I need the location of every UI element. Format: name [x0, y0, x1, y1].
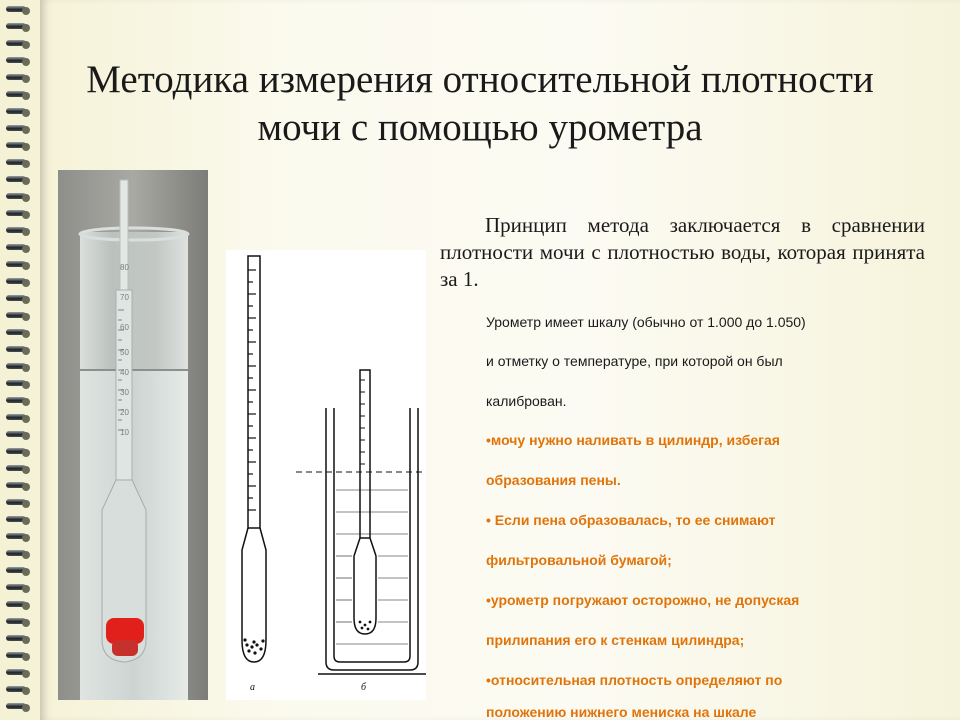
photo-scale-label: 10	[120, 428, 129, 437]
binding-ring	[6, 312, 30, 320]
bullet-marker: •	[486, 512, 491, 528]
photo-scale-label: 80	[120, 263, 129, 272]
bullet-text: Если пена образовалась, то ее снимают	[490, 512, 776, 528]
binding-ring	[6, 635, 30, 643]
binding-ring	[6, 329, 30, 337]
photo-scale-label: 50	[120, 348, 129, 357]
scale-text-line-1: Урометр имеет шкалу (обычно от 1.000 до 1.050)	[486, 314, 806, 330]
binding-ring	[6, 23, 30, 31]
bullet-item-3-cont: прилипания его к стенкам цилиндра;	[486, 632, 745, 648]
binding-ring	[6, 703, 30, 711]
urometer-photo-drawing	[58, 170, 208, 700]
binding-ring	[6, 176, 30, 184]
title-line-1: Методика измерения относительной плотности	[86, 58, 874, 101]
title-line-2: мочи с помощью урометра	[257, 106, 703, 149]
photo-scale-label: 20	[120, 408, 129, 417]
urometer-photo	[58, 170, 208, 700]
binding-ring	[6, 431, 30, 439]
binding-ring	[6, 584, 30, 592]
scale-text-line-2: и отметку о температуре, при которой он был	[486, 353, 783, 369]
binding-ring	[6, 108, 30, 116]
binding-ring	[6, 499, 30, 507]
binding-ring	[6, 550, 30, 558]
binding-ring	[6, 261, 30, 269]
binding-ring	[6, 91, 30, 99]
binding-ring	[6, 363, 30, 371]
binding-ring	[6, 533, 30, 541]
binding-ring	[6, 686, 30, 694]
scale-text-line-3: калиброван.	[486, 393, 567, 409]
binding-ring	[6, 414, 30, 422]
photo-scale-label: 60	[120, 323, 129, 332]
bullet-item-3	[486, 592, 799, 608]
urometer-diagram	[226, 250, 426, 700]
binding-ring	[6, 159, 30, 167]
photo-scale-label: 70	[120, 293, 129, 302]
binding-ring	[6, 567, 30, 575]
binding-ring	[6, 380, 30, 388]
binding-ring	[6, 465, 30, 473]
bullet-item-1	[486, 432, 780, 448]
bullet-item-2	[486, 512, 775, 528]
bullet-text: мочу нужно наливать в цилиндр, избегая	[490, 432, 780, 448]
bullet-text: относительная плотность определяют по	[490, 672, 783, 688]
urometer-diagram-drawing	[226, 250, 426, 700]
binding-ring	[6, 40, 30, 48]
bullet-marker: •	[486, 672, 491, 688]
binding-ring	[6, 57, 30, 65]
binding-ring	[6, 227, 30, 235]
binding-ring	[6, 6, 30, 14]
binding-ring	[6, 397, 30, 405]
binding-ring	[6, 652, 30, 660]
binding-ring	[6, 346, 30, 354]
binding-ring	[6, 295, 30, 303]
bullet-marker: •	[486, 592, 491, 608]
diagram-label-b: б	[361, 682, 367, 693]
bullet-marker: •	[486, 432, 491, 448]
bullet-text: урометр погружают осторожно, не допуская	[490, 592, 800, 608]
bullet-item-4-cont: положению нижнего мениска на шкале	[486, 704, 757, 720]
binding-ring	[6, 601, 30, 609]
binding-ring	[6, 618, 30, 626]
binding-ring	[6, 244, 30, 252]
binding-ring	[6, 516, 30, 524]
binding-ring	[6, 278, 30, 286]
diagram-label-a: а	[250, 682, 255, 693]
photo-scale-label: 40	[120, 368, 129, 377]
spiral-binding	[0, 0, 40, 720]
slide-title	[40, 56, 920, 152]
principle-paragraph: Принцип метода заключается в сравнении плотности мочи с плотностью воды, которая принята за 1.	[440, 213, 925, 291]
bullet-item-1-cont: образования пены.	[486, 472, 621, 488]
binding-ring	[6, 142, 30, 150]
binding-ring	[6, 448, 30, 456]
binding-ring	[6, 669, 30, 677]
binding-ring	[6, 482, 30, 490]
bullet-item-4	[486, 672, 782, 688]
bullet-item-2-cont: фильтровальной бумагой;	[486, 552, 672, 568]
binding-ring	[6, 210, 30, 218]
binding-ring	[6, 74, 30, 82]
binding-ring	[6, 193, 30, 201]
binding-ring	[6, 125, 30, 133]
photo-scale-label: 30	[120, 388, 129, 397]
